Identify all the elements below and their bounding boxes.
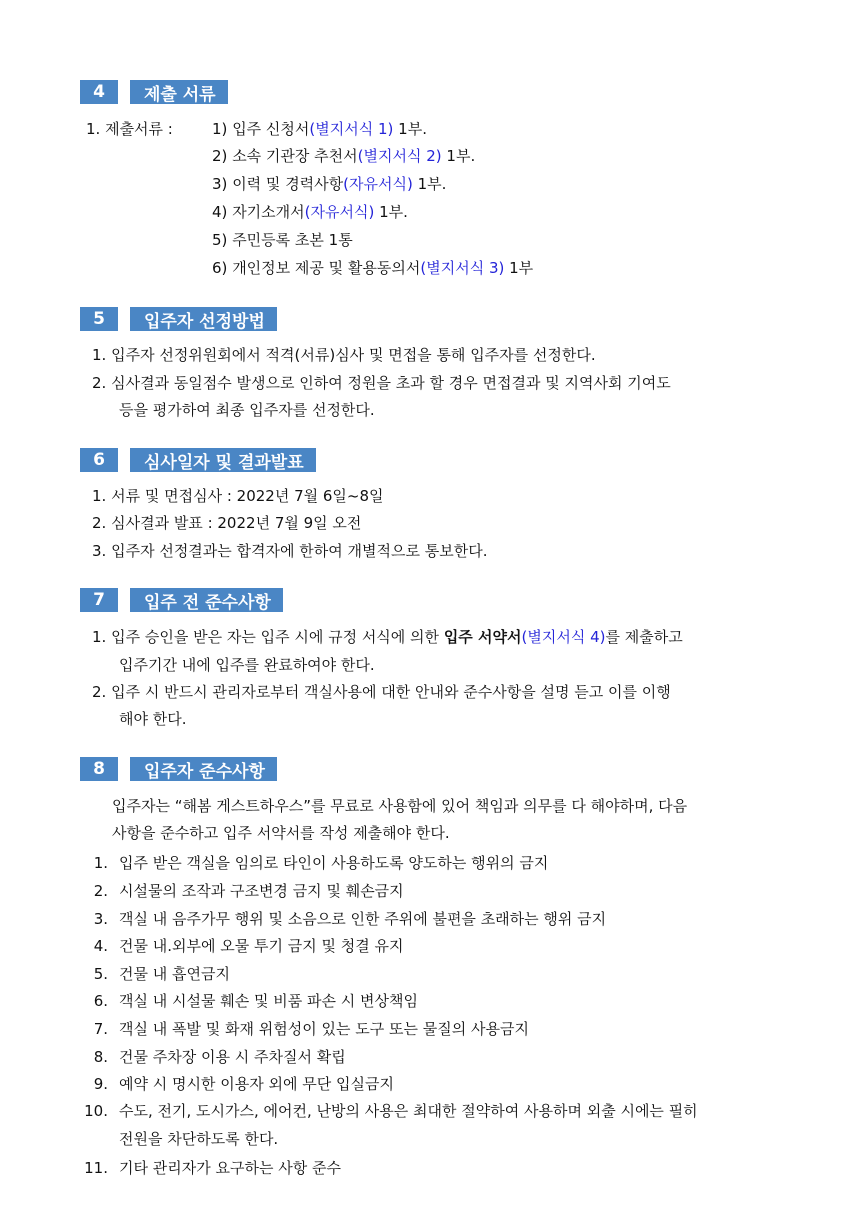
item-number: 1. <box>92 346 107 364</box>
item-text: 서류 및 면접심사 : 2022년 7월 6일~8일 <box>111 487 384 505</box>
item-text: 주민등록 초본 1통 <box>232 231 353 249</box>
section-5-header <box>80 307 277 331</box>
s8-intro-2: 사항을 준수하고 입주 서약서를 작성 제출해야 한다. <box>112 824 450 842</box>
section-number: 7 <box>80 588 118 612</box>
item-number: 7. <box>93 1020 108 1038</box>
item-text: 수도, 전기, 도시가스, 에어컨, 난방의 사용은 최대한 절약하여 사용하며 외출 시에는 필히 <box>119 1102 698 1120</box>
item-number: 2. <box>92 683 107 701</box>
item-suffix: 1부. <box>412 175 447 193</box>
item-text: 입주 받은 객실을 임의로 타인이 사용하도록 양도하는 행위의 금지 <box>119 854 549 872</box>
item-text: 객실 내 음주가무 행위 및 소음으로 인한 주위에 불편을 초래하는 행위 금지 <box>119 910 607 928</box>
s7-line-1-cont: 입주기간 내에 입주를 완료하여야 한다. <box>119 656 375 674</box>
item-text: 소속 기관장 추천서 <box>232 147 358 165</box>
section-6-header <box>80 448 316 472</box>
item-number: 6. <box>93 992 108 1010</box>
item-text: 자기소개서 <box>232 203 305 221</box>
s4-lead: 1. 제출서류 : <box>86 120 173 138</box>
item-text: 심사결과 발표 : 2022년 7월 9일 오전 <box>111 514 362 532</box>
form-ref: (별지서식 2) <box>357 147 442 165</box>
s7-line-2-cont: 해야 한다. <box>119 710 187 728</box>
s4-item-3 <box>212 174 446 194</box>
s5-line-1 <box>92 345 596 365</box>
item-text: 기타 관리자가 요구하는 사항 준수 <box>119 1159 341 1177</box>
s7-line-2 <box>92 682 671 702</box>
s4-item-5 <box>212 230 353 250</box>
s5-line-2 <box>92 373 671 393</box>
item-suffix: 1부. <box>374 203 408 221</box>
s6-line-1 <box>92 486 384 506</box>
item-text: 건물 내 흡연금지 <box>119 965 230 983</box>
item-number: 4) <box>212 203 228 221</box>
s6-line-3 <box>92 541 487 561</box>
section-title: 심사일자 및 결과발표 <box>130 448 316 472</box>
item-text: 시설물의 조작과 구조변경 금지 및 훼손금지 <box>119 882 404 900</box>
item-text: 입주 신청서 <box>232 120 310 138</box>
section-7-header <box>80 588 283 612</box>
item-number: 4. <box>93 937 108 955</box>
item-number: 8. <box>93 1048 108 1066</box>
item-text: 입주자 선정위원회에서 적격(서류)심사 및 면접을 통해 입주자를 선정한다. <box>111 346 596 364</box>
item-number: 1. <box>92 628 107 646</box>
item-number: 1. <box>92 487 107 505</box>
item-number: 2. <box>92 374 107 392</box>
item-suffix: 1부. <box>393 120 427 138</box>
item-number: 3. <box>93 910 108 928</box>
section-number: 8 <box>80 757 118 781</box>
item-number: 2. <box>92 514 107 532</box>
s4-item-6 <box>212 258 533 278</box>
s6-line-2 <box>92 513 361 533</box>
pledge-term: 입주 서약서 <box>443 628 522 646</box>
s8-intro-1: 입주자는 “해봄 게스트하우스”를 무료로 사용함에 있어 책임과 의무를 다 해야하며, 다음 <box>112 797 688 815</box>
item-number: 1) <box>212 120 228 138</box>
s4-item-1 <box>212 119 427 139</box>
section-8-header <box>80 757 277 781</box>
item-text: 이력 및 경력사항 <box>232 175 344 193</box>
item-suffix: 1부 <box>504 259 534 277</box>
item-text: 개인정보 제공 및 활용동의서 <box>232 259 421 277</box>
section-title: 입주 전 준수사항 <box>130 588 283 612</box>
item-number: 10. <box>84 1102 108 1120</box>
section-number: 6 <box>80 448 118 472</box>
item-text: 건물 주차장 이용 시 주차질서 확립 <box>119 1048 346 1066</box>
form-ref: (별지서식 4) <box>521 628 606 646</box>
item-text: 입주자 선정결과는 합격자에 한하여 개별적으로 통보한다. <box>111 542 488 560</box>
item-text: 건물 내.외부에 오물 투기 금지 및 청결 유지 <box>119 937 404 955</box>
section-4-header <box>80 80 228 104</box>
item-number: 6) <box>212 259 228 277</box>
item-text: 입주 시 반드시 관리자로부터 객실사용에 대한 안내와 준수사항을 설명 듣고 이를 이행 <box>111 683 671 701</box>
section-number: 5 <box>80 307 118 331</box>
s4-item-2 <box>212 146 475 166</box>
item-number: 5. <box>93 965 108 983</box>
s7-line-1 <box>92 627 683 647</box>
item-text: 예약 시 명시한 이용자 외에 무단 입실금지 <box>119 1075 394 1093</box>
item-number: 11. <box>84 1159 108 1177</box>
item-number: 2) <box>212 147 228 165</box>
item-number: 1. <box>93 854 108 872</box>
item-number: 2. <box>93 882 108 900</box>
item-text: 객실 내 시설물 훼손 및 비품 파손 시 변상책임 <box>119 992 418 1010</box>
form-ref: (별지서식 1) <box>309 120 394 138</box>
item-suffix: 1부. <box>441 147 476 165</box>
item-text: 전원을 차단하도록 한다. <box>119 1130 279 1148</box>
section-title: 제출 서류 <box>130 80 228 104</box>
item-text: 심사결과 동일점수 발생으로 인하여 정원을 초과 할 경우 면접결과 및 지역사회 기여도 <box>111 374 671 392</box>
s5-line-2-cont: 등을 평가하여 최종 입주자를 선정한다. <box>119 401 375 419</box>
section-title: 입주자 준수사항 <box>130 757 277 781</box>
item-number: 5) <box>212 231 228 249</box>
s4-item-4 <box>212 202 408 222</box>
section-title: 입주자 선정방법 <box>130 307 277 331</box>
form-ref: (자유서식) <box>304 203 375 221</box>
item-suffix: 를 제출하고 <box>605 628 683 646</box>
item-text: 객실 내 폭발 및 화재 위험성이 있는 도구 또는 물질의 사용금지 <box>119 1020 529 1038</box>
item-number: 3. <box>92 542 107 560</box>
section-number: 4 <box>80 80 118 104</box>
form-ref: (별지서식 3) <box>420 259 505 277</box>
item-text: 입주 승인을 받은 자는 입주 시에 규정 서식에 의한 <box>111 628 444 646</box>
item-number: 3) <box>212 175 228 193</box>
form-ref: (자유서식) <box>343 175 413 193</box>
item-number: 9. <box>93 1075 108 1093</box>
